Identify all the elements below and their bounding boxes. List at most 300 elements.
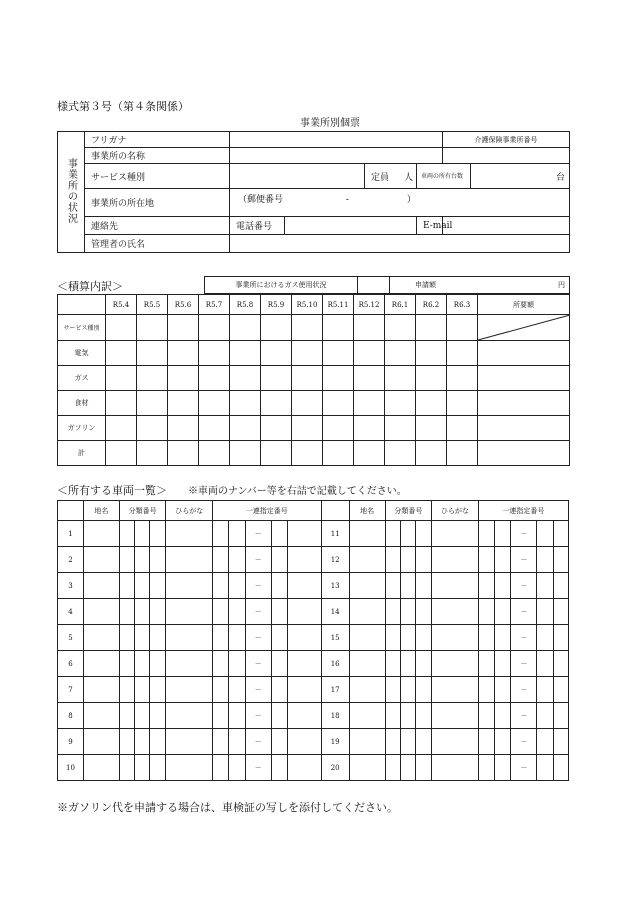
amount-cell[interactable] <box>447 315 478 341</box>
serial-number-cell[interactable] <box>287 625 321 651</box>
class-number-cell[interactable] <box>400 521 415 547</box>
place-name-cell[interactable] <box>84 729 120 755</box>
serial-number-cell[interactable] <box>553 547 568 573</box>
vehicle-number: 17 <box>321 677 349 703</box>
place-name-cell[interactable] <box>84 521 120 547</box>
serial-number-cell[interactable] <box>478 729 494 755</box>
amount-cell[interactable] <box>292 341 323 366</box>
place-name-cell[interactable] <box>84 573 120 599</box>
serial-number-cell[interactable] <box>478 625 494 651</box>
required-amount-cell[interactable] <box>478 441 570 466</box>
amount-cell[interactable] <box>137 341 168 366</box>
class-number-cell[interactable] <box>150 547 166 573</box>
address-label: 事業所の所在地 <box>85 189 230 217</box>
amount-cell[interactable] <box>323 416 354 441</box>
place-name-cell[interactable] <box>349 703 385 729</box>
amount-cell[interactable] <box>137 416 168 441</box>
place-name-cell[interactable] <box>84 677 120 703</box>
amount-cell[interactable] <box>354 341 385 366</box>
vehicle-number: 10 <box>58 755 84 781</box>
breakdown-header-table <box>204 276 570 294</box>
amount-cell[interactable] <box>323 315 354 341</box>
class-number-cell[interactable] <box>400 625 415 651</box>
serial-number-cell[interactable] <box>213 625 229 651</box>
class-number-cell[interactable] <box>385 703 400 729</box>
serial-number-cell[interactable] <box>537 625 553 651</box>
serial-number-cell[interactable] <box>478 599 494 625</box>
hiragana-cell[interactable] <box>166 547 213 573</box>
class-number-cell[interactable] <box>134 703 149 729</box>
class-number-cell[interactable] <box>150 729 166 755</box>
amount-cell[interactable] <box>261 341 292 366</box>
class-number-header: 分類番号 <box>119 501 166 521</box>
breakdown-table <box>57 294 570 466</box>
amount-cell[interactable] <box>137 315 168 341</box>
serial-number-cell[interactable] <box>271 521 287 547</box>
hiragana-cell[interactable] <box>166 651 213 677</box>
serial-number-cell[interactable] <box>537 521 553 547</box>
vehicle-number: 7 <box>58 677 84 703</box>
class-number-cell[interactable] <box>400 755 415 781</box>
class-number-cell[interactable] <box>150 521 166 547</box>
hiragana-header: ひらがな <box>432 501 479 521</box>
hiragana-cell[interactable] <box>166 625 213 651</box>
serial-number-cell[interactable] <box>537 573 553 599</box>
hiragana-cell[interactable] <box>166 729 213 755</box>
hiragana-cell[interactable] <box>166 677 213 703</box>
class-number-cell[interactable] <box>385 755 400 781</box>
serial-number-cell[interactable] <box>553 651 568 677</box>
class-number-cell[interactable] <box>134 755 149 781</box>
place-name-cell[interactable] <box>349 521 385 547</box>
vehicle-number: 11 <box>321 521 349 547</box>
amount-cell[interactable] <box>199 441 230 466</box>
serial-dash: － <box>245 755 271 781</box>
serial-number-cell[interactable] <box>287 651 321 677</box>
class-number-cell[interactable] <box>150 677 166 703</box>
serial-number-cell[interactable] <box>553 625 568 651</box>
month-header: R5.10 <box>292 295 323 315</box>
class-number-cell[interactable] <box>134 573 149 599</box>
amount-cell[interactable] <box>168 441 199 466</box>
class-number-cell[interactable] <box>119 547 134 573</box>
class-number-cell[interactable] <box>385 625 400 651</box>
serial-number-cell[interactable] <box>271 651 287 677</box>
hiragana-cell[interactable] <box>166 599 213 625</box>
place-name-cell[interactable] <box>349 573 385 599</box>
amount-cell[interactable] <box>168 315 199 341</box>
class-number-cell[interactable] <box>415 547 431 573</box>
gas-status-label: 事業所におけるガス使用状況 <box>205 277 358 294</box>
serial-number-cell[interactable] <box>287 599 321 625</box>
class-number-cell[interactable] <box>385 599 400 625</box>
serial-number-cell[interactable] <box>213 703 229 729</box>
place-name-cell[interactable] <box>84 755 120 781</box>
serial-number-cell[interactable] <box>287 547 321 573</box>
class-number-cell[interactable] <box>119 625 134 651</box>
serial-number-cell[interactable] <box>478 521 494 547</box>
hiragana-cell[interactable] <box>432 677 479 703</box>
place-name-cell[interactable] <box>349 755 385 781</box>
class-number-cell[interactable] <box>119 599 134 625</box>
hiragana-cell[interactable] <box>166 573 213 599</box>
place-name-cell[interactable] <box>84 547 120 573</box>
class-number-cell[interactable] <box>385 573 400 599</box>
serial-number-cell[interactable] <box>553 521 568 547</box>
amount-cell[interactable] <box>447 441 478 466</box>
serial-number-cell[interactable] <box>478 651 494 677</box>
form-number: 様式第３号（第４条関係） <box>57 100 189 113</box>
serial-number-cell[interactable] <box>271 573 287 599</box>
class-number-cell[interactable] <box>385 677 400 703</box>
amount-cell[interactable] <box>106 416 137 441</box>
row-label: サービス種別 <box>58 315 106 341</box>
month-header: R5.8 <box>230 295 261 315</box>
class-number-cell[interactable] <box>134 547 149 573</box>
serial-number-cell[interactable] <box>229 651 245 677</box>
care-number-input[interactable] <box>443 148 570 164</box>
application-amount[interactable]: 申請額 円 <box>390 277 570 294</box>
serial-dash: － <box>511 625 537 651</box>
amount-cell[interactable] <box>292 441 323 466</box>
required-amount-cell[interactable] <box>478 416 570 441</box>
amount-cell[interactable] <box>292 315 323 341</box>
place-name-cell[interactable] <box>349 651 385 677</box>
serial-number-cell[interactable] <box>537 599 553 625</box>
amount-cell[interactable] <box>230 416 261 441</box>
serial-number-cell[interactable] <box>213 755 229 781</box>
amount-cell[interactable] <box>137 366 168 391</box>
class-number-cell[interactable] <box>385 521 400 547</box>
postal-dash: - <box>345 195 349 205</box>
serial-number-cell[interactable] <box>271 547 287 573</box>
serial-number-cell[interactable] <box>553 599 568 625</box>
hiragana-cell[interactable] <box>432 729 479 755</box>
required-amount-cell[interactable] <box>478 315 570 341</box>
amount-cell[interactable] <box>416 366 447 391</box>
serial-number-cell[interactable] <box>478 677 494 703</box>
amount-cell[interactable] <box>416 391 447 416</box>
service-type-input[interactable] <box>230 164 365 189</box>
amount-cell[interactable] <box>354 391 385 416</box>
serial-number-cell[interactable] <box>495 573 511 599</box>
amount-cell[interactable] <box>447 366 478 391</box>
place-name-cell[interactable] <box>349 625 385 651</box>
amount-cell[interactable] <box>106 315 137 341</box>
amount-cell[interactable] <box>137 441 168 466</box>
class-number-cell[interactable] <box>385 729 400 755</box>
serial-number-cell[interactable] <box>271 729 287 755</box>
serial-number-cell[interactable] <box>229 573 245 599</box>
amount-cell[interactable] <box>354 366 385 391</box>
vehicle-number: 4 <box>58 599 84 625</box>
class-number-cell[interactable] <box>415 573 431 599</box>
class-number-cell[interactable] <box>150 599 166 625</box>
required-amount-cell[interactable] <box>478 341 570 366</box>
class-number-cell[interactable] <box>134 677 149 703</box>
serial-number-cell[interactable] <box>213 729 229 755</box>
class-number-cell[interactable] <box>385 651 400 677</box>
amount-cell[interactable] <box>199 416 230 441</box>
email-input[interactable] <box>443 217 570 235</box>
amount-cell[interactable] <box>323 341 354 366</box>
serial-number-cell[interactable] <box>537 729 553 755</box>
amount-cell[interactable] <box>168 341 199 366</box>
required-amount-cell[interactable] <box>478 366 570 391</box>
amount-cell[interactable] <box>385 416 416 441</box>
class-number-cell[interactable] <box>415 677 431 703</box>
amount-cell[interactable] <box>261 391 292 416</box>
serial-number-cell[interactable] <box>287 573 321 599</box>
required-amount-cell[interactable] <box>478 391 570 416</box>
amount-cell[interactable] <box>385 391 416 416</box>
hiragana-cell[interactable] <box>432 625 479 651</box>
contact-label: 連絡先 <box>85 217 230 235</box>
class-number-cell[interactable] <box>415 521 431 547</box>
amount-cell[interactable] <box>385 341 416 366</box>
serial-dash: － <box>245 625 271 651</box>
amount-cell[interactable] <box>168 391 199 416</box>
serial-number-cell[interactable] <box>495 599 511 625</box>
serial-number-cell[interactable] <box>553 729 568 755</box>
serial-number-cell[interactable] <box>287 703 321 729</box>
hiragana-cell[interactable] <box>432 651 479 677</box>
amount-cell[interactable] <box>230 341 261 366</box>
amount-cell[interactable] <box>292 391 323 416</box>
serial-number-cell[interactable] <box>213 677 229 703</box>
amount-cell[interactable] <box>323 441 354 466</box>
serial-number-cell[interactable] <box>271 703 287 729</box>
place-name-cell[interactable] <box>84 625 120 651</box>
hiragana-cell[interactable] <box>432 703 479 729</box>
class-number-cell[interactable] <box>150 573 166 599</box>
serial-number-cell[interactable] <box>478 703 494 729</box>
class-number-cell[interactable] <box>415 755 431 781</box>
amount-cell[interactable] <box>354 416 385 441</box>
amount-cell[interactable] <box>385 441 416 466</box>
amount-cell[interactable] <box>323 366 354 391</box>
amount-cell[interactable] <box>199 391 230 416</box>
gas-status-input[interactable] <box>358 277 390 294</box>
class-number-cell[interactable] <box>119 573 134 599</box>
hiragana-cell[interactable] <box>432 573 479 599</box>
amount-cell[interactable] <box>168 366 199 391</box>
serial-number-cell[interactable] <box>537 703 553 729</box>
amount-cell[interactable] <box>447 341 478 366</box>
vehicles-note: ※車両のナンバー等を右詰で記載してください。 <box>188 486 407 497</box>
amount-cell[interactable] <box>261 441 292 466</box>
class-number-cell[interactable] <box>119 729 134 755</box>
serial-number-cell[interactable] <box>495 677 511 703</box>
serial-number-cell[interactable] <box>229 677 245 703</box>
amount-cell[interactable] <box>230 391 261 416</box>
hiragana-cell[interactable] <box>166 755 213 781</box>
serial-number-cell[interactable] <box>271 755 287 781</box>
place-name-cell[interactable] <box>84 599 120 625</box>
serial-number-cell[interactable] <box>478 547 494 573</box>
serial-number-cell[interactable] <box>229 729 245 755</box>
place-name-cell[interactable] <box>349 599 385 625</box>
serial-number-cell[interactable] <box>287 729 321 755</box>
place-name-header: 地名 <box>84 501 120 521</box>
serial-number-cell[interactable] <box>537 547 553 573</box>
class-number-cell[interactable] <box>415 651 431 677</box>
amount-cell[interactable] <box>261 366 292 391</box>
serial-number-cell[interactable] <box>229 599 245 625</box>
month-header: R5.9 <box>261 295 292 315</box>
class-number-cell[interactable] <box>119 755 134 781</box>
vehicle-number: 19 <box>321 729 349 755</box>
serial-number-cell[interactable] <box>537 755 553 781</box>
serial-number-cell[interactable] <box>495 521 511 547</box>
email-label: E-mail <box>417 217 443 235</box>
manager-input[interactable] <box>230 235 570 253</box>
serial-number-cell[interactable] <box>213 521 229 547</box>
amount-cell[interactable] <box>385 366 416 391</box>
serial-number-cell[interactable] <box>553 677 568 703</box>
serial-number-cell[interactable] <box>229 703 245 729</box>
serial-number-cell[interactable] <box>537 651 553 677</box>
class-number-cell[interactable] <box>400 703 415 729</box>
amount-cell[interactable] <box>292 416 323 441</box>
hiragana-cell[interactable] <box>432 547 479 573</box>
amount-cell[interactable] <box>106 341 137 366</box>
serial-number-cell[interactable] <box>495 651 511 677</box>
class-number-cell[interactable] <box>134 729 149 755</box>
place-name-cell[interactable] <box>349 729 385 755</box>
serial-number-cell[interactable] <box>287 521 321 547</box>
serial-number-cell[interactable] <box>229 755 245 781</box>
hiragana-cell[interactable] <box>166 703 213 729</box>
class-number-cell[interactable] <box>119 703 134 729</box>
class-number-cell[interactable] <box>400 547 415 573</box>
serial-number-cell[interactable] <box>271 625 287 651</box>
amount-cell[interactable] <box>230 441 261 466</box>
month-header: R5.6 <box>168 295 199 315</box>
amount-cell[interactable] <box>199 366 230 391</box>
amount-cell[interactable] <box>447 391 478 416</box>
office-name-input[interactable] <box>230 148 443 164</box>
class-number-cell[interactable] <box>400 599 415 625</box>
amount-cell[interactable] <box>447 416 478 441</box>
amount-cell[interactable] <box>354 441 385 466</box>
postal-close: ） <box>406 195 416 205</box>
amount-cell[interactable] <box>354 315 385 341</box>
furigana-input[interactable] <box>230 132 443 148</box>
serial-number-cell[interactable] <box>213 651 229 677</box>
serial-number-cell[interactable] <box>478 573 494 599</box>
serial-number-cell[interactable] <box>287 677 321 703</box>
serial-number-cell[interactable] <box>553 573 568 599</box>
class-number-cell[interactable] <box>400 677 415 703</box>
class-number-cell[interactable] <box>134 599 149 625</box>
amount-cell[interactable] <box>416 315 447 341</box>
class-number-cell[interactable] <box>385 547 400 573</box>
amount-cell[interactable] <box>106 391 137 416</box>
class-number-cell[interactable] <box>415 599 431 625</box>
class-number-cell[interactable] <box>400 729 415 755</box>
amount-cell[interactable] <box>106 366 137 391</box>
class-number-cell[interactable] <box>415 625 431 651</box>
serial-number-cell[interactable] <box>495 703 511 729</box>
serial-number-cell[interactable] <box>495 729 511 755</box>
hiragana-cell[interactable] <box>432 521 479 547</box>
amount-cell[interactable] <box>261 315 292 341</box>
serial-number-cell[interactable] <box>553 703 568 729</box>
phone-input[interactable] <box>285 217 417 235</box>
amount-cell[interactable] <box>230 366 261 391</box>
row-label: ガソリン <box>58 416 106 441</box>
serial-number-cell[interactable] <box>271 677 287 703</box>
amount-cell[interactable] <box>323 391 354 416</box>
class-number-cell[interactable] <box>134 651 149 677</box>
amount-cell[interactable] <box>292 366 323 391</box>
serial-dash: － <box>511 547 537 573</box>
place-name-cell[interactable] <box>84 703 120 729</box>
hiragana-cell[interactable] <box>166 521 213 547</box>
place-name-cell[interactable] <box>84 651 120 677</box>
serial-number-cell[interactable] <box>229 625 245 651</box>
serial-number-cell[interactable] <box>553 755 568 781</box>
class-number-cell[interactable] <box>150 703 166 729</box>
amount-cell[interactable] <box>261 416 292 441</box>
amount-cell[interactable] <box>199 341 230 366</box>
amount-cell[interactable] <box>385 315 416 341</box>
amount-cell[interactable] <box>137 391 168 416</box>
amount-cell[interactable] <box>230 315 261 341</box>
serial-number-cell[interactable] <box>478 755 494 781</box>
serial-number-cell[interactable] <box>271 599 287 625</box>
class-number-cell[interactable] <box>415 729 431 755</box>
place-name-cell[interactable] <box>349 547 385 573</box>
serial-number-cell[interactable] <box>213 573 229 599</box>
serial-number-cell[interactable] <box>213 547 229 573</box>
amount-cell[interactable] <box>168 416 199 441</box>
serial-number-cell[interactable] <box>287 755 321 781</box>
class-number-cell[interactable] <box>119 651 134 677</box>
place-name-cell[interactable] <box>349 677 385 703</box>
class-number-cell[interactable] <box>400 573 415 599</box>
amount-cell[interactable] <box>416 341 447 366</box>
class-number-cell[interactable] <box>119 677 134 703</box>
class-number-cell[interactable] <box>400 651 415 677</box>
hiragana-cell[interactable] <box>432 755 479 781</box>
serial-number-cell[interactable] <box>495 755 511 781</box>
place-name-header: 地名 <box>349 501 385 521</box>
class-number-cell[interactable] <box>134 625 149 651</box>
serial-number-cell[interactable] <box>495 547 511 573</box>
class-number-cell[interactable] <box>119 521 134 547</box>
class-number-cell[interactable] <box>150 625 166 651</box>
amount-cell[interactable] <box>416 441 447 466</box>
address-input[interactable] <box>230 189 570 217</box>
amount-cell[interactable] <box>199 315 230 341</box>
serial-number-cell[interactable] <box>537 677 553 703</box>
class-number-cell[interactable] <box>150 651 166 677</box>
class-number-cell[interactable] <box>415 703 431 729</box>
amount-cell[interactable] <box>416 416 447 441</box>
serial-number-cell[interactable] <box>213 599 229 625</box>
hiragana-cell[interactable] <box>432 599 479 625</box>
serial-number-cell[interactable] <box>229 547 245 573</box>
diagonal-line <box>478 315 570 340</box>
class-number-cell[interactable] <box>150 755 166 781</box>
class-number-cell[interactable] <box>134 521 149 547</box>
row-label: 食材 <box>58 391 106 416</box>
serial-number-cell[interactable] <box>495 625 511 651</box>
serial-number-cell[interactable] <box>229 521 245 547</box>
amount-cell[interactable] <box>106 441 137 466</box>
